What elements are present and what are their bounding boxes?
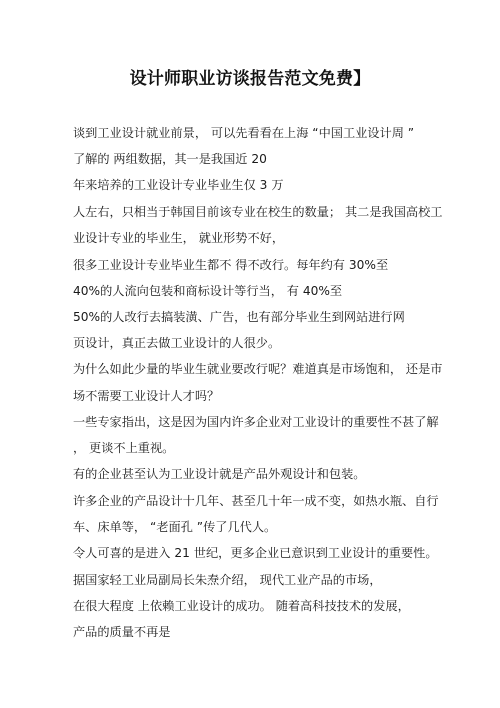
body-line: 据国家轻工业局副局长朱焘介绍， 现代工业产品的市场，	[73, 573, 382, 587]
body-line: 很多工业设计专业毕业生都不 得不改行。每年约有 30%至	[73, 258, 389, 272]
body-line: 谈到工业设计就业前景， 可以先看看在上海 “中国工业设计周 ”	[73, 126, 415, 140]
body-line: ， 更谈不上重视。	[73, 441, 175, 455]
body-line: 有的企业甚至认为工业设计就是产品外观设计和包装。	[73, 467, 366, 481]
body-line: 产品的质量不再是	[73, 625, 171, 639]
body-line: 在很大程度 上依赖工业设计的成功。 随着高科技技术的发展，	[73, 599, 410, 613]
body-line: 车、床单等， “老面孔 ”传了几代人。	[73, 520, 277, 534]
body-line: 了解的 两组数据，其一是我国近 20	[73, 152, 267, 166]
body-line: 业设计专业的毕业生， 就业形势不好，	[73, 231, 285, 245]
body-line: 许多企业的产品设计十几年、甚至几十年一成不变，如热水瓶、自行	[73, 494, 439, 508]
body-line: 年来培养的工业设计专业毕业生仅 3 万	[73, 178, 284, 192]
body-line: 40%的人流向包装和商标设计等行当， 有 40%至	[73, 284, 343, 298]
body-line: 场不需要工业设计人才吗？	[73, 389, 220, 403]
body-line: 人左右，只相当于韩国目前该专业在校生的数量； 其二是我国高校工	[73, 205, 443, 219]
document-title: 设计师职业访谈报告范文免费】	[129, 69, 371, 89]
body-line: 50%的人改行去搞装潢、广告，也有部分毕业生到网站进行网	[73, 310, 405, 324]
body-line: 为什么如此少量的毕业生就业要改行呢？难道真是市场饱和， 还是市	[73, 362, 443, 376]
body-line: 一些专家指出，这是因为国内许多企业对工业设计的重要性不甚了解	[73, 415, 439, 429]
body-line: 页设计，真正去做工业设计的人很少。	[73, 336, 281, 350]
body-line: 令人可喜的是进入 21 世纪，更多企业已意识到工业设计的重要性。	[73, 546, 438, 560]
